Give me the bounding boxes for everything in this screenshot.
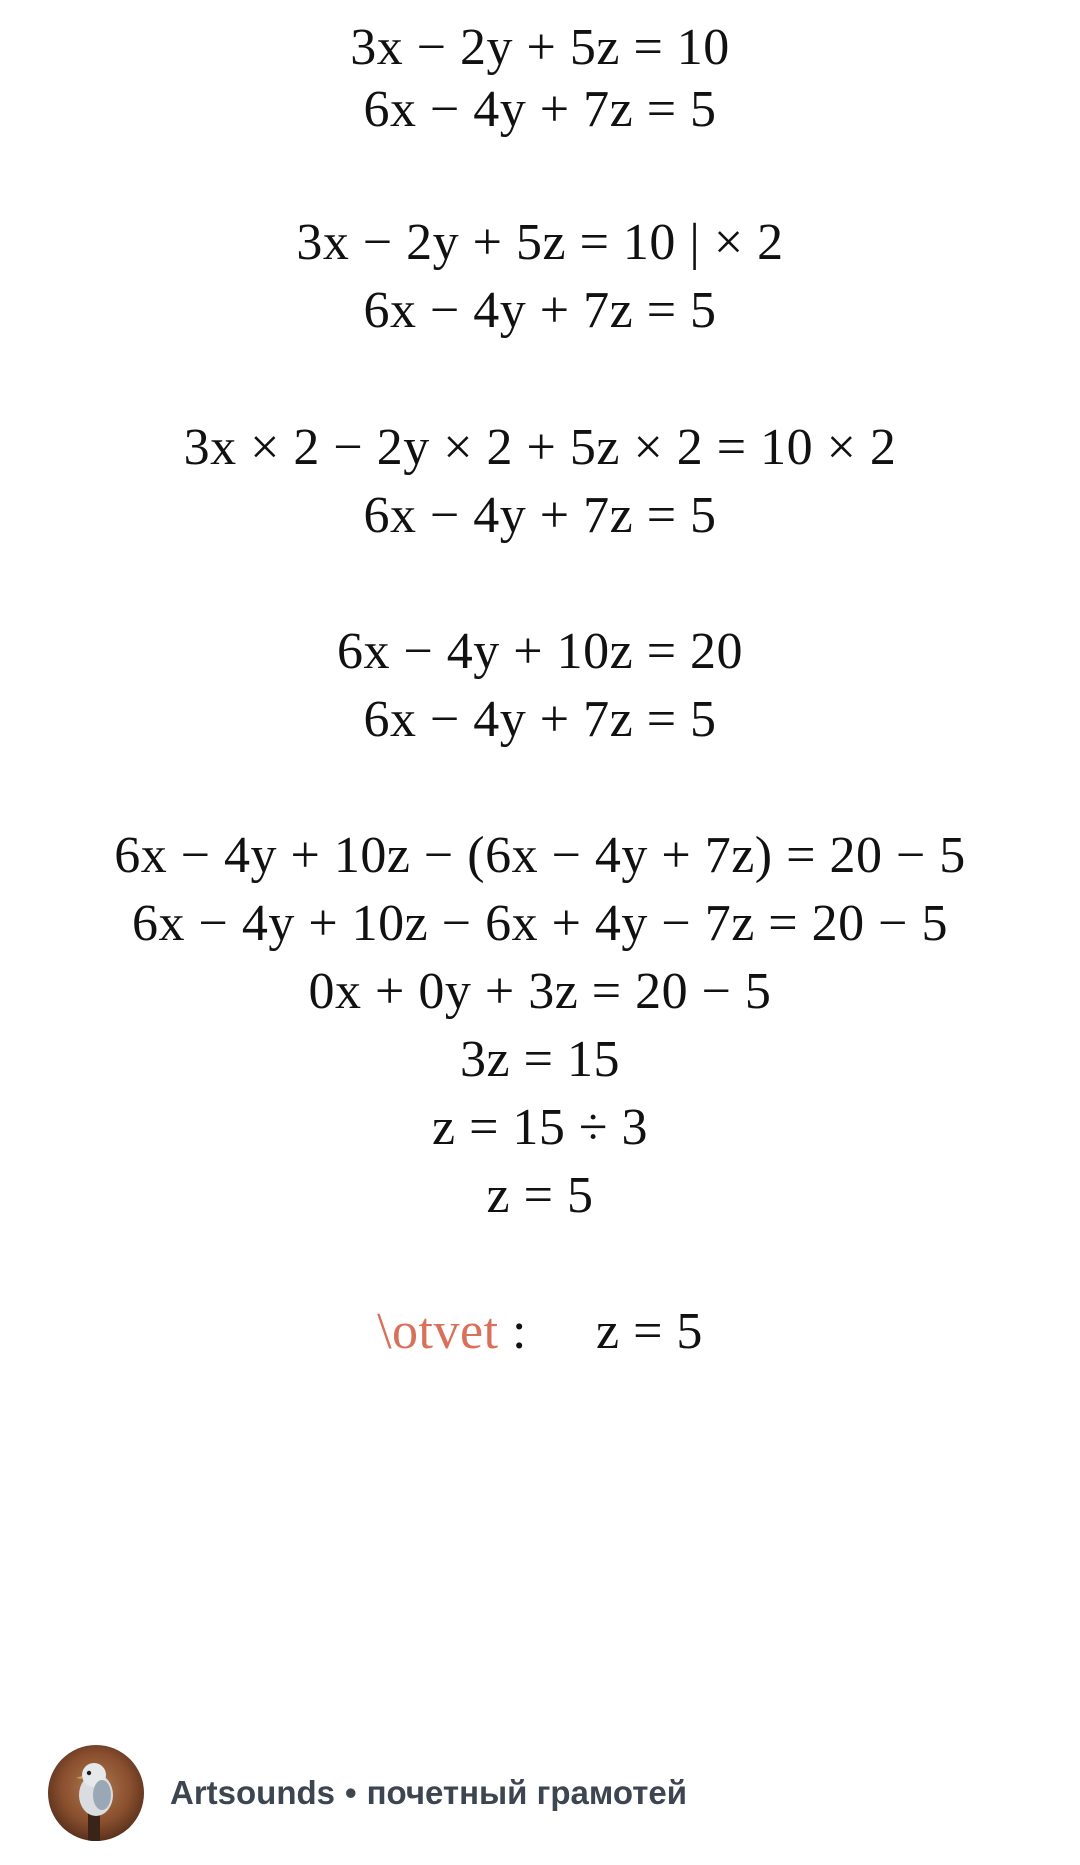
equation-line: 6x − 4y + 7z = 5 (363, 691, 717, 748)
author-separator: • (345, 1774, 357, 1811)
avatar[interactable] (48, 1745, 144, 1841)
equation-line: 3x − 2y + 5z = 10 (350, 19, 730, 76)
answer-line (0, 1302, 1080, 1362)
equation-line: 0x + 0y + 3z = 20 − 5 (308, 963, 772, 1020)
equation-line: 6x − 4y + 7z = 5 (363, 81, 717, 138)
equation-line: 3x × 2 − 2y × 2 + 5z × 2 = 10 × 2 (183, 419, 897, 476)
bird-avatar-icon (48, 1745, 144, 1841)
author-name[interactable]: Artsounds (170, 1774, 335, 1811)
author-rank: почетный грамотей (366, 1774, 688, 1811)
equation-line: 6x − 4y + 7z = 5 (363, 487, 717, 544)
equation-line: 6x − 4y + 7z = 5 (363, 282, 717, 339)
equation-line: 3z = 15 (460, 1031, 620, 1088)
equation-line: 6x − 4y + 10z − 6x + 4y − 7z = 20 − 5 (132, 895, 948, 952)
equation-line: z = 5 (486, 1167, 594, 1224)
equation-line: 6x − 4y + 10z = 20 (336, 623, 744, 680)
answer-value: z = 5 (595, 1303, 703, 1360)
equation-line: z = 15 ÷ 3 (432, 1099, 648, 1156)
equation-line: 3x − 2y + 5z = 10 | × 2 (296, 214, 784, 271)
equation-line: 6x − 4y + 10z − (6x − 4y + 7z) = 20 − 5 (114, 827, 966, 884)
answer-label: \otvet (377, 1303, 499, 1360)
author-block[interactable] (48, 1745, 687, 1841)
author-info (170, 1774, 687, 1812)
answer-colon: : (512, 1303, 527, 1360)
